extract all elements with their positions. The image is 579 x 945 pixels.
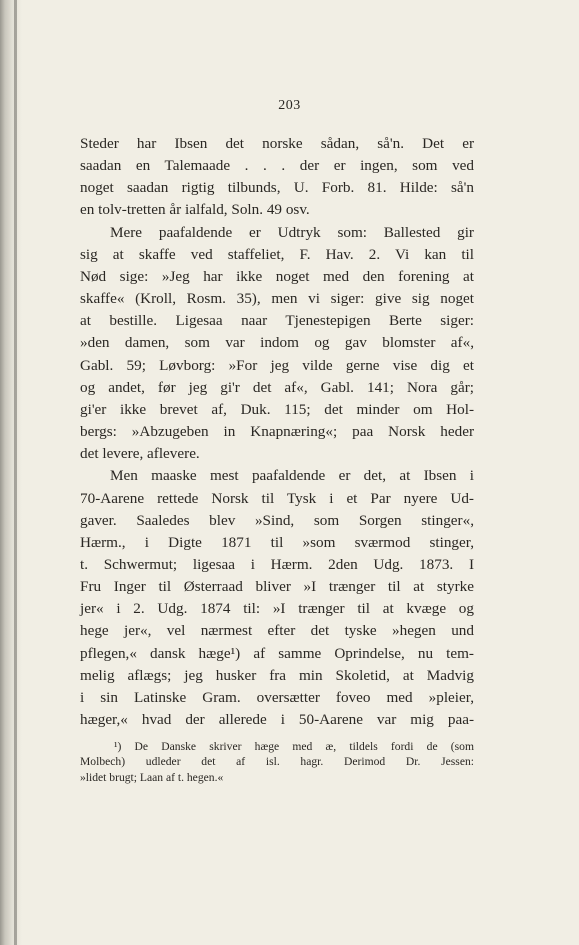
text-line: Nød sige: »Jeg har ikke noget med den forening at <box>80 267 474 285</box>
text-line: »den damen, som var indom og gav blomster af«, <box>80 334 474 352</box>
text-line: t. Schwermut; ligesaa i Hærm. 2den Udg. 1873. I <box>80 555 474 573</box>
text-line: at bestille. Ligesaa naar Tjenestepigen Berte siger: <box>80 312 474 330</box>
text-line: gaver. Saaledes blev »Sind, som Sorgen stinger«, <box>80 511 474 529</box>
text-line: Fru Inger til Østerraad bliver »I trænger til at styrke <box>80 578 474 596</box>
footnote-line: ¹) De Danske skriver hæge med æ, tildels fordi de (som <box>114 740 474 753</box>
text-line: en tolv-tretten år ialfald, Soln. 49 osv. <box>80 201 310 219</box>
text-line: saadan en Talemaade . . . der er ingen, som ved <box>80 157 474 175</box>
text-line: Gabl. 59; Løvborg: »For jeg vilde gerne vise dig et <box>80 356 474 374</box>
footnote-line: »lidet brugt; Laan af t. hegen.« <box>80 770 224 784</box>
text-line: Mere paafaldende er Udtryk som: Ballested gir <box>110 223 474 241</box>
text-line: det levere, aflevere. <box>80 445 200 463</box>
body-text <box>80 133 474 731</box>
text-line: skaffe« (Kroll, Rosm. 35), men vi siger: give sig noget <box>80 290 474 308</box>
text-line: Men maaske mest paafaldende er det, at Ibsen i <box>110 467 474 485</box>
book-gutter-edge <box>14 0 17 945</box>
text-line: Steder har Ibsen det norske sådan, så'n. Det er <box>80 135 474 152</box>
text-line: sig at skaffe ved staffeliet, F. Hav. 2. Vi kan til <box>80 245 474 263</box>
text-line: Hærm., i Digte 1871 til »som sværmod stinger, <box>80 533 474 551</box>
book-binding-shadow <box>0 0 22 945</box>
text-line: bergs: »Abzugeben in Knapnæring«; paa Norsk heder <box>80 423 474 441</box>
text-line: jer« i 2. Udg. 1874 til: »I trænger til at kvæge og <box>80 600 474 618</box>
text-line: 70-Aarene rettede Norsk til Tysk i et Par nyere Ud- <box>80 489 474 507</box>
footnote-line: Molbech) udleder det af isl. hagr. Derimod Dr. Jessen: <box>80 755 474 769</box>
text-line: pflegen,« dansk hæge¹) af samme Oprindelse, nu tem- <box>80 644 474 662</box>
text-line: og andet, før jeg gi'r det af«, Gabl. 141; Nora går; <box>80 378 474 396</box>
text-line: melig aflægs; jeg husker fra min Skoletid, at Madvig <box>80 666 474 684</box>
text-line: noget saadan rigtig tilbunds, U. Forb. 81. Hilde: så'n <box>80 179 474 197</box>
text-line: hege jer«, vel nærmest efter det tyske »hegen und <box>80 622 474 640</box>
text-line: gi'er ikke brevet af, Duk. 115; det minder om Hol- <box>80 400 474 418</box>
text-line: hæger,« hvad der allerede i 50-Aarene var mig paa- <box>80 711 474 729</box>
text-line: i sin Latinske Gram. oversætter foveo med »pleier, <box>80 688 474 706</box>
page-number: 203 <box>278 98 301 113</box>
footnote <box>80 739 474 785</box>
